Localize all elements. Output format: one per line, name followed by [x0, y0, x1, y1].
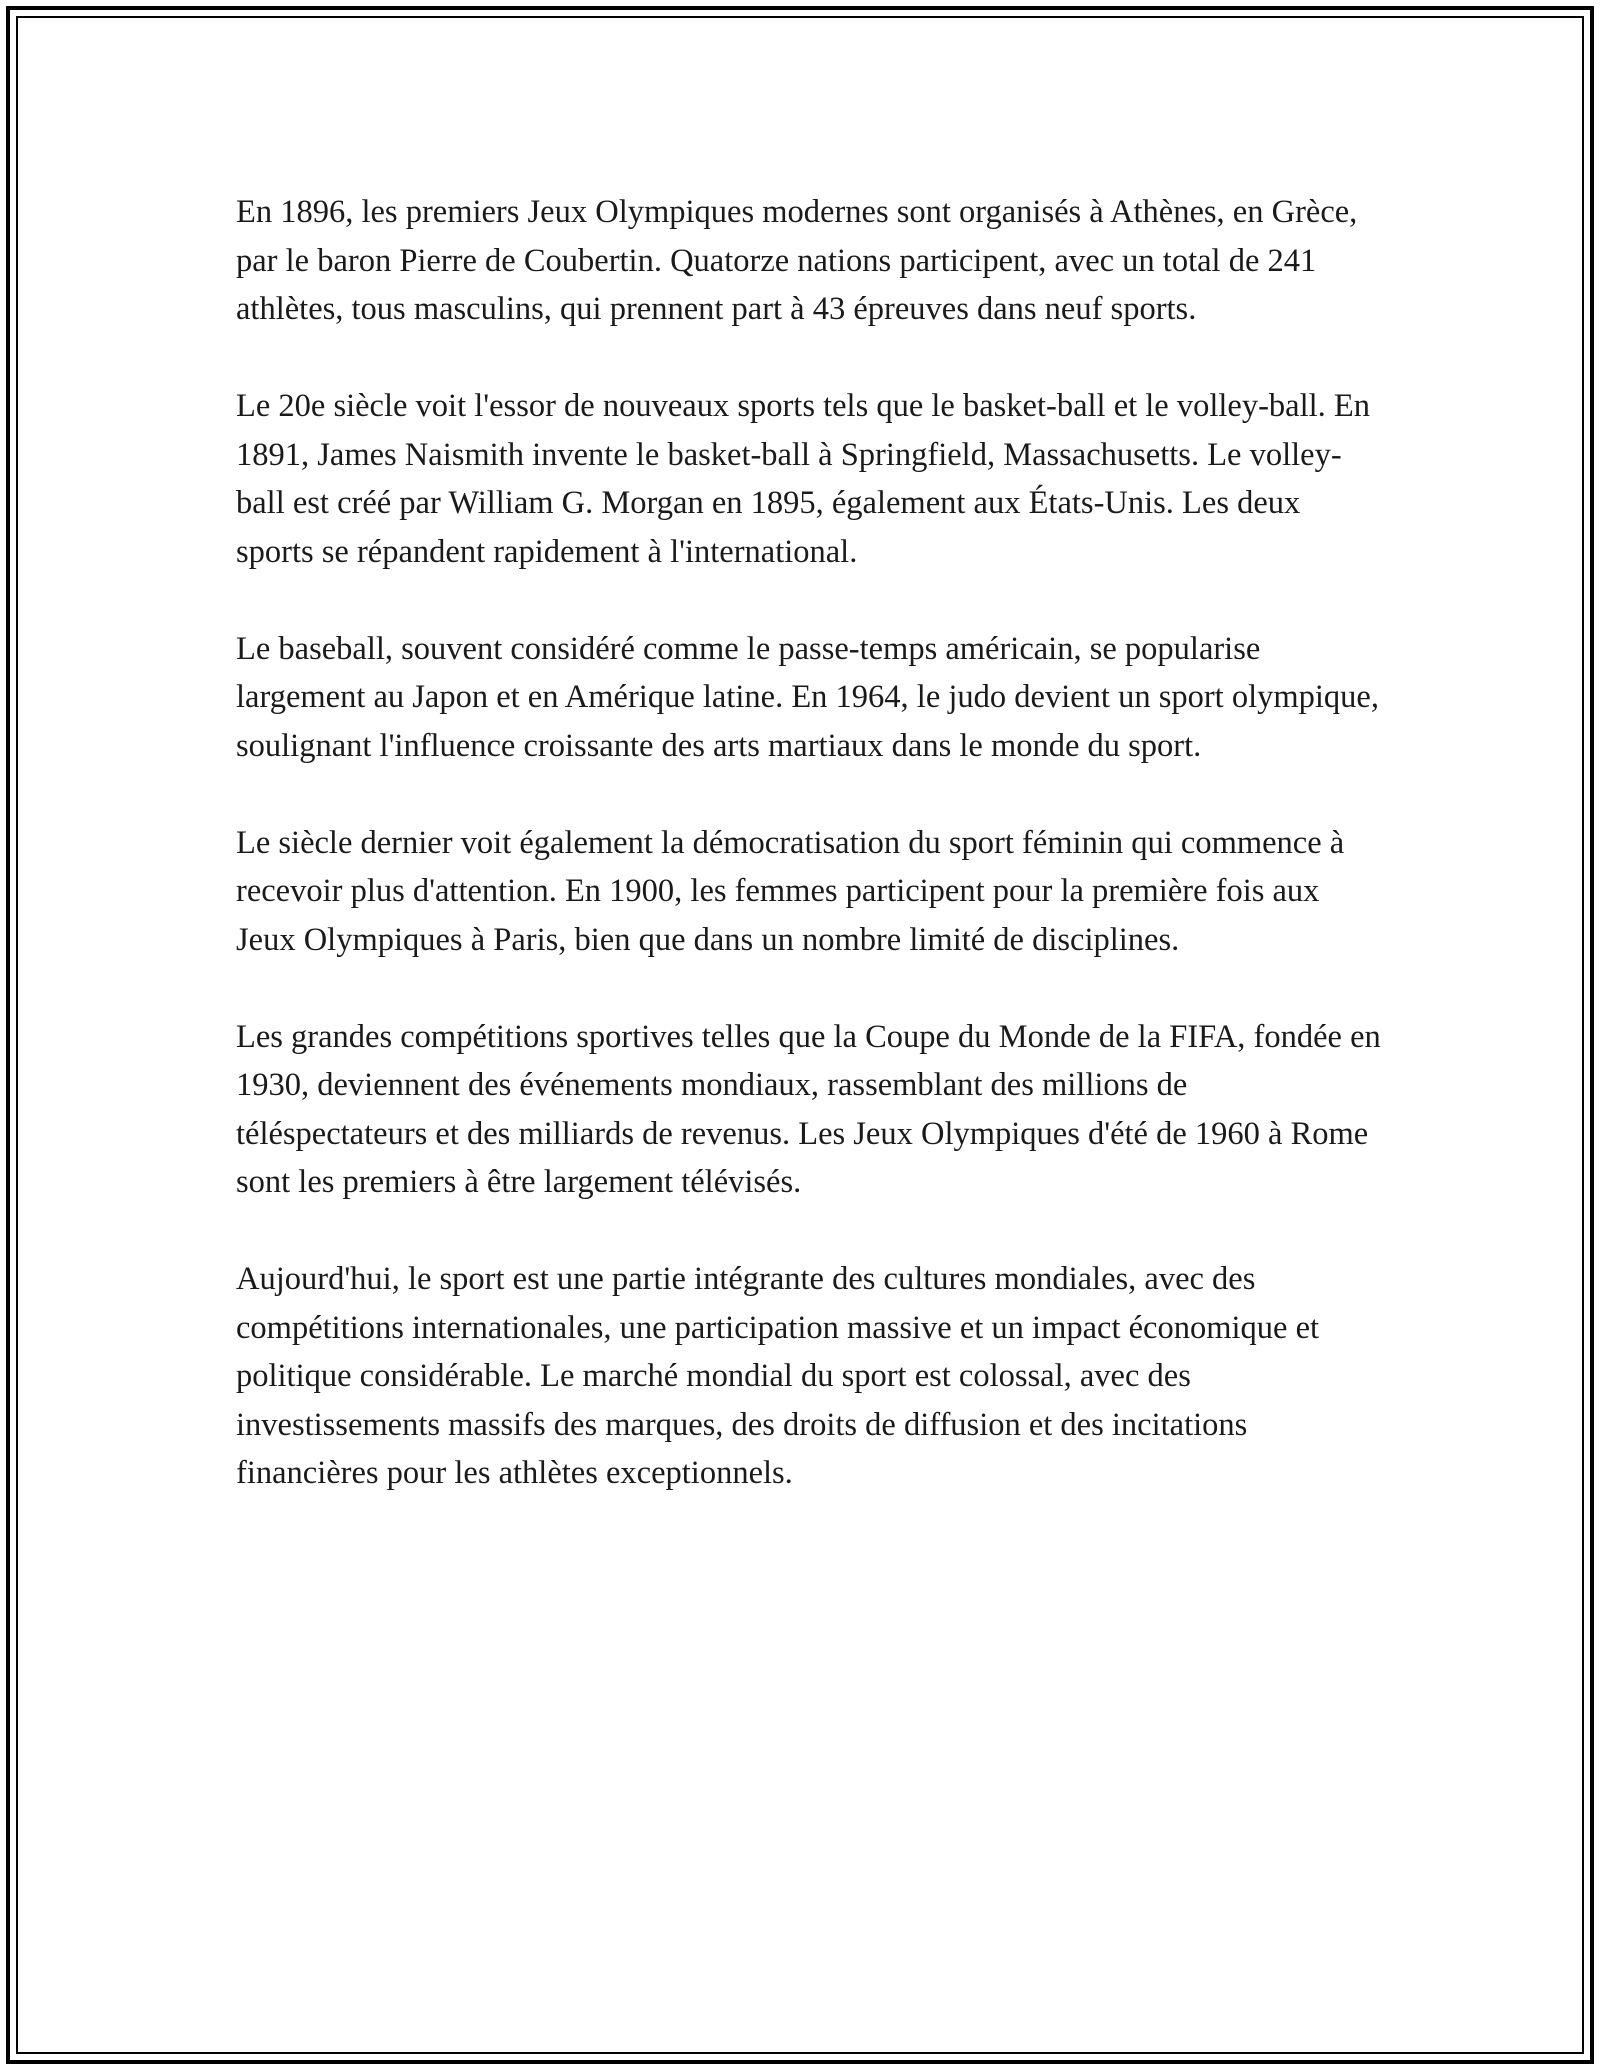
- paragraph-major-competitions: Les grandes compétitions sportives telles que la Coupe du Monde de la FIFA, fondée en 1930, deviennent des événements mondiaux, rassemblant des millions de téléspectateurs et des milliards de revenus. Les Jeux Olympiques d'été de 1960 à Rome sont les premiers à être largement télévisés.: [236, 1018, 1381, 1200]
- document-body: [236, 188, 1386, 1546]
- paragraph-first-olympics: En 1896, les premiers Jeux Olympiques modernes sont organisés à Athènes, en Grèce, par le baron Pierre de Coubertin. Quatorze nations participent, avec un total de 241 athlètes, tous masculins, qui prennent part à 43 épreuves dans neuf sports.: [236, 194, 1358, 327]
- paragraph-womens-sport: Le siècle dernier voit également la démocratisation du sport féminin qui commence à recevoir plus d'attention. En 1900, les femmes participent pour la première fois aux Jeux Olympiques à Paris, bien que dans un nombre limité de disciplines.: [236, 824, 1345, 958]
- paragraph-baseball-judo: Le baseball, souvent considéré comme le passe-temps américain, se popularise largement au Japon et en Amérique latine. En 1964, le judo devient un sport olympique, soulignant l'influence croissante des arts martiaux dans le monde du sport.: [236, 630, 1379, 764]
- paragraph-basketball-volleyball: Le 20e siècle voit l'essor de nouveaux sports tels que le basket-ball et le volley-ball. En 1891, James Naismith invente le basket-ball à Springfield, Massachusetts. Le volley-ball est créé par William G. Morgan en 1895, également aux États-Unis. Les deux sports se répandent rapidement à l'international.: [236, 388, 1370, 570]
- paragraph-sport-today: Aujourd'hui, le sport est une partie intégrante des cultures mondiales, avec des compétitions internationales, une participation massive et un impact économique et politique considérable. Le marché mondial du sport est colossal, avec des investissements massifs des marques, des droits de diffusion et des incitations financières pour les athlètes exceptionnels.: [236, 1261, 1320, 1491]
